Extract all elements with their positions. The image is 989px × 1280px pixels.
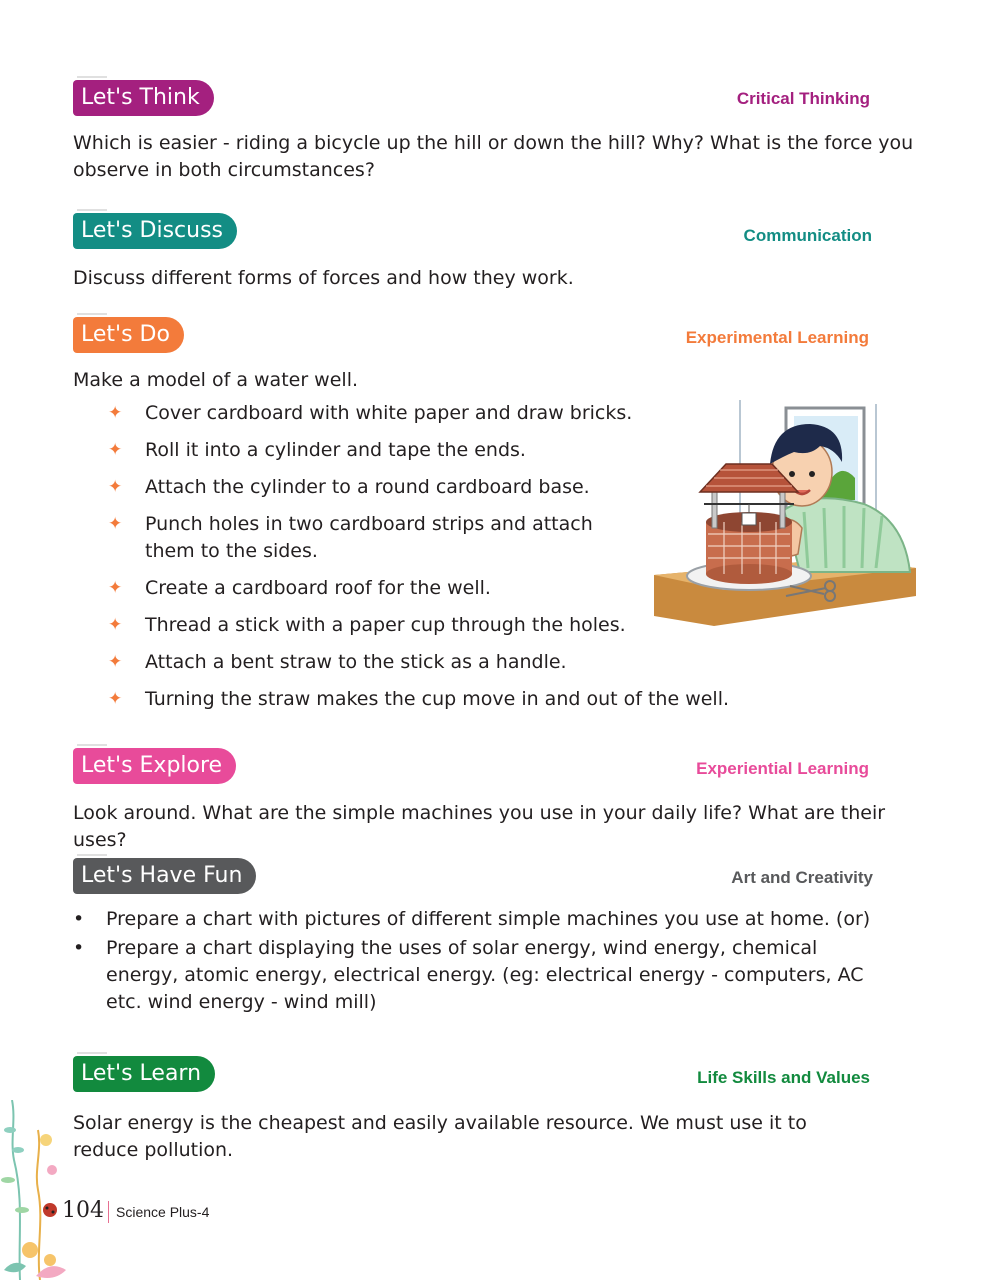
bullet-text: Prepare a chart displaying the uses of solar energy, wind energy, chemical energy, atomic energy, electrical energy. (eg: electrical energy - computers, AC etc. wind energy - wind mill) — [106, 937, 864, 1013]
step-text: Create a cardboard roof for the well. — [145, 577, 491, 599]
life-skills-and-values-label: Life Skills and Values — [697, 1068, 870, 1087]
star-bullet-icon: ✦ — [108, 403, 123, 423]
step-text: Cover cardboard with white paper and draw bricks. — [145, 402, 633, 424]
list-item — [73, 906, 933, 933]
step-text: Punch holes in two cardboard strips and attach them to the sides. — [145, 513, 593, 562]
experiential-learning-label: Experiential Learning — [696, 759, 869, 778]
star-bullet-icon: ✦ — [108, 578, 123, 598]
step-text: Attach a bent straw to the stick as a handle. — [145, 651, 567, 673]
lets-think-text: Which is easier - riding a bicycle up the hill or down the hill? Why? What is the force you observe in both circumstances? — [73, 132, 914, 181]
step-item — [108, 575, 648, 602]
star-bullet-icon: ✦ — [108, 440, 123, 460]
bullet-dot-icon: • — [73, 908, 85, 930]
lets-think-tag: Let's Think — [73, 80, 214, 116]
steps-list — [108, 400, 730, 723]
lets-discuss-text: Discuss different forms of forces and how they work. — [73, 267, 574, 289]
lets-learn-text: Solar energy is the cheapest and easily available resource. We must use it to reduce pollution. — [73, 1112, 807, 1161]
step-item — [108, 437, 648, 464]
star-bullet-icon: ✦ — [108, 652, 123, 672]
critical-thinking-label: Critical Thinking — [736, 89, 870, 108]
step-text: Attach the cylinder to a round cardboard base. — [145, 476, 590, 498]
step-text: Thread a stick with a paper cup through the holes. — [145, 614, 626, 636]
communication-label: Communication — [743, 226, 872, 245]
have-fun-list — [73, 906, 933, 1018]
step-item — [108, 649, 648, 676]
lets-discuss-tag: Let's Discuss — [73, 213, 237, 249]
bullet-text: Prepare a chart with pictures of different simple machines you use at home. (or) — [106, 908, 871, 930]
step-item — [108, 511, 648, 565]
list-item — [73, 935, 886, 1016]
lets-learn-tag: Let's Learn — [73, 1056, 215, 1092]
experimental-learning-label: Experimental Learning — [685, 328, 869, 347]
step-text: Roll it into a cylinder and tape the ends. — [145, 439, 526, 461]
page-number: 104 — [62, 1198, 104, 1223]
book-title: Science Plus-4 — [116, 1204, 210, 1220]
art-and-creativity-label: Art and Creativity — [731, 868, 873, 887]
boy-with-well-illustration — [654, 400, 916, 626]
star-bullet-icon: ✦ — [108, 615, 123, 635]
footer-divider — [108, 1201, 109, 1223]
star-bullet-icon: ✦ — [108, 477, 123, 497]
step-item — [108, 612, 648, 639]
star-bullet-icon: ✦ — [108, 689, 123, 709]
lets-explore-text: Look around. What are the simple machines you use in your daily life? What are their uses? — [73, 802, 886, 851]
bullet-dot-icon: • — [73, 937, 85, 959]
step-item — [108, 400, 648, 427]
step-item — [108, 474, 648, 501]
step-item — [108, 686, 785, 713]
lets-do-tag: Let's Do — [73, 317, 184, 353]
lets-explore-tag: Let's Explore — [73, 748, 236, 784]
lets-have-fun-tag: Let's Have Fun — [73, 858, 256, 894]
floral-decoration — [0, 1100, 70, 1280]
step-text: Turning the straw makes the cup move in and out of the well. — [145, 688, 730, 710]
star-bullet-icon: ✦ — [108, 514, 123, 534]
lets-do-intro: Make a model of a water well. — [73, 369, 359, 391]
